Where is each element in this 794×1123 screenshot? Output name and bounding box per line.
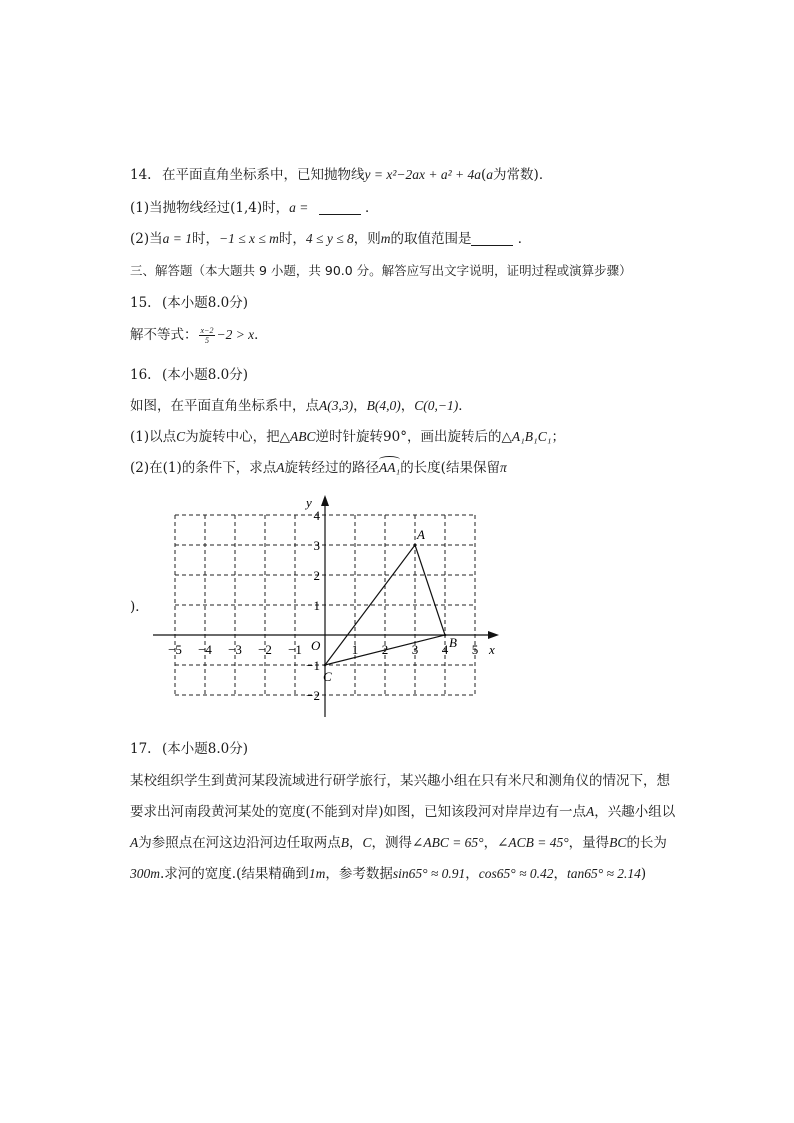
q16-part1-mid2: 逆时针旋转90°，画出旋转后的 [315, 429, 502, 445]
q16-part2 [130, 459, 507, 477]
point-b-marker [444, 634, 447, 637]
q14-equation: y = x²−2ax + a² + 4a [364, 167, 482, 182]
q17-line3-c: C [362, 835, 372, 850]
q16-number: 16. [130, 367, 152, 383]
q14-part2-blank[interactable] [471, 231, 513, 246]
q16-sep1: ， [353, 398, 367, 414]
q16-part1-mid: 为旋转中心，把 [185, 429, 280, 445]
q15-header [130, 294, 248, 312]
q14-part1-end: ． [364, 200, 379, 216]
q17-angle-abc: ∠ABC = 65° [412, 835, 484, 850]
q15-number: 15. [130, 295, 152, 311]
q17-line3-prefix: 为参照点在河这边沿河边任取两点 [138, 835, 341, 851]
q17-line3-sep: ， [349, 835, 363, 851]
q17-line4-close: ) [640, 866, 647, 882]
q14-part2-mid2: 时， [278, 231, 306, 247]
q16-part2-prefix: (2)在(1)的条件下，求点 [130, 460, 277, 476]
q17-line3-mid: ，测得 [371, 835, 413, 851]
q17-score: (本小题8.0分) [162, 741, 249, 757]
q14-paren-open: ( [481, 167, 487, 183]
q14-part2-end: 的取值范围是 [390, 231, 472, 247]
q17-line2-a: A [586, 804, 595, 819]
q14-part2-prefix: (2)当 [130, 231, 163, 247]
point-a-marker [414, 544, 417, 547]
q14-part1 [130, 199, 378, 217]
q17-number: 17. [130, 741, 152, 757]
q17-line2-suffix: ，兴趣小组以 [594, 804, 676, 820]
q17-header [130, 740, 248, 758]
q16-sep2: ， [400, 398, 415, 414]
y-tick-label: −1 [306, 658, 320, 673]
x-tick-label: −3 [228, 642, 242, 657]
y-tick-label: 2 [313, 568, 320, 583]
q16-part1-tri: △ABC [279, 429, 316, 444]
q17-cos: cos65° ≈ 0.42 [478, 866, 554, 881]
y-tick-label: 4 [313, 508, 320, 523]
q14-part1-blank[interactable] [319, 200, 361, 215]
coordinate-graph [150, 490, 510, 720]
x-tick-label: −2 [258, 642, 272, 657]
q16-part1-prefix: (1)以点 [130, 429, 177, 445]
q17-line3-a: A [130, 835, 139, 850]
q17-line4-sep: ， [465, 866, 479, 882]
q14-part2-m: m [380, 231, 391, 246]
origin-label: O [311, 638, 321, 653]
q17-sin: sin65° ≈ 0.91 [392, 866, 466, 881]
q15-score: (本小题8.0分) [162, 295, 249, 311]
q17-line3-bc: BC [609, 835, 627, 850]
q14-part2-yrange: 4 ≤ y ≤ 8 [305, 231, 354, 246]
q17-line4 [130, 865, 646, 883]
y-tick-label: 1 [313, 598, 320, 613]
q17-line4-value: 300m [130, 866, 160, 881]
q16-score: (本小题8.0分) [162, 367, 249, 383]
q16-intro-prefix: 如图，在平面直角坐标系中，点 [130, 398, 319, 414]
q16-header [130, 366, 248, 384]
q17-line3-sep2: ， [483, 835, 498, 851]
q15-prompt: 解不等式： [130, 327, 198, 343]
x-tick-label: 2 [381, 642, 389, 657]
q15-rest: −2 > x [216, 327, 255, 342]
x-tick-label: 4 [441, 642, 449, 657]
point-c-label: C [323, 669, 332, 684]
q17-line3-end: 的长为 [626, 835, 667, 851]
q16-point-a: A(3,3) [319, 398, 354, 413]
point-a-label: A [417, 527, 425, 542]
x-tick-label: −4 [198, 642, 212, 657]
q14-part2-mid: 时， [192, 231, 219, 247]
q15-fraction [199, 326, 216, 345]
point-c-marker [324, 664, 327, 667]
q17-line3-mid2: ，量得 [568, 835, 610, 851]
q17-line4-prec: 1m [308, 866, 326, 881]
q14-part2-cond: a = 1 [162, 231, 192, 246]
q17-line2 [130, 803, 675, 821]
q17-line4-sep2: ， [553, 866, 567, 882]
q17-line3 [130, 834, 667, 852]
q16-part2-a: A [276, 460, 285, 475]
q17-line4-mid: .求河的宽度.(结果精确到 [160, 866, 309, 882]
q17-line1: 某校组织学生到黄河某段流域进行研学旅行，某兴趣小组在只有米尺和测角仪的情况下，想 [130, 773, 670, 789]
q14-part2-tail: ，则 [353, 231, 381, 247]
q16-point-b: B(4,0) [366, 398, 401, 413]
q17-line2-prefix: 要求出河南段黄河某处的宽度(不能到对岸)如图，已知该段河对岸岸边有一点 [130, 804, 587, 820]
q16-part1 [130, 428, 565, 446]
q14-part1-prefix: (1)当抛物线经过(1,4)时， [130, 200, 290, 216]
y-tick-label: 3 [313, 538, 320, 553]
q16-intro-end: ． [458, 398, 472, 414]
x-tick-label: 1 [351, 642, 359, 657]
q15-end: ． [254, 327, 268, 343]
point-b-label: B [449, 635, 457, 650]
q16-intro [130, 397, 472, 415]
x-axis-label: x [489, 642, 495, 657]
q16-part2-end: 的长度(结果保留 [400, 460, 500, 476]
q16-part1-c: C [176, 429, 186, 444]
q14-part2-dot: ． [517, 231, 532, 247]
x-tick-label: 5 [471, 642, 479, 657]
x-tick-label: 3 [411, 642, 419, 657]
y-axis-arrow [321, 495, 329, 506]
q15-body [130, 326, 268, 345]
x-tick-label: −5 [168, 642, 182, 657]
q14-number: 14. [130, 167, 152, 183]
q17-line3-b: B [340, 835, 349, 850]
q16-part2-mid: 旋转经过的路径 [284, 460, 379, 476]
q16-part1-tri2: △A₁B₁C₁ [501, 429, 552, 444]
q17-line4-ref: ，参考数据 [325, 866, 393, 882]
q16-part2-pi: π [499, 460, 507, 475]
q16-part1-end: ； [551, 429, 565, 445]
x-tick-label: −1 [288, 642, 302, 657]
q14-part2 [130, 230, 531, 248]
q15-frac-den: 5 [204, 336, 209, 345]
q14-stem-suffix: 为常数)． [493, 167, 553, 183]
q17-tan: tan65° ≈ 2.14 [566, 866, 641, 881]
y-tick-label: −2 [306, 688, 320, 703]
y-axis-label: y [306, 495, 312, 510]
section3-heading: 三、解答题（本大题共 9 小题，共 90.0 分。解答应写出文字说明，证明过程或演算步骤） [130, 263, 632, 278]
q14-part2-range: −1 ≤ x ≤ m [219, 231, 279, 246]
q15-frac-num: x−2 [200, 326, 214, 335]
q14-stem-prefix: 在平面直角坐标系中，已知抛物线 [162, 167, 365, 183]
x-axis-arrow [488, 631, 499, 639]
q14-part1-var: a = [289, 200, 309, 215]
q16-closing: )． [130, 599, 149, 615]
q14-param: a [486, 167, 494, 182]
q16-point-c: C(0,−1) [414, 398, 459, 413]
q17-angle-acb: ∠ACB = 45° [497, 835, 569, 850]
q14-stem [130, 166, 552, 184]
q16-part2-arc: AA₁ [379, 460, 401, 475]
